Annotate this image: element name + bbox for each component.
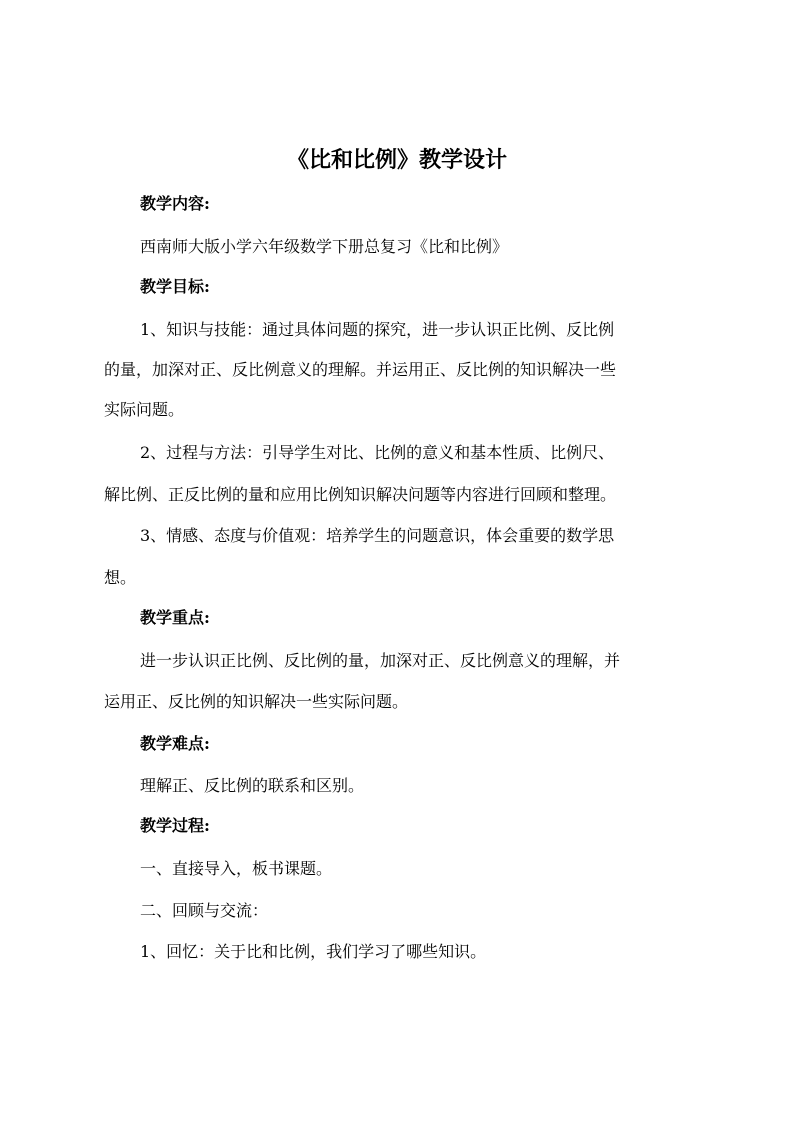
goal1-line2: 的量，加深对正、反比例意义的理解。并运用正、反比例的知识解决一些 [104, 360, 617, 379]
key-points-line2: 运用正、反比例的知识解决一些实际问题。 [104, 692, 409, 711]
goal3-line2: 想。 [104, 568, 137, 587]
goal2-line2: 解比例、正反比例的量和应用比例知识解决问题等内容进行回顾和整理。 [104, 485, 617, 504]
goal3-line1: 3、情感、态度与价值观：培养学生的问题意识，体会重要的数学思 [140, 526, 615, 545]
heading-key-points: 教学重点: [140, 608, 210, 627]
goal1-line1: 1、知识与技能：通过具体问题的探究，进一步认识正比例、反比例 [140, 320, 615, 339]
heading-teaching-process: 教学过程: [140, 816, 210, 835]
process-step1: 一、直接导入，板书课题。 [140, 859, 333, 878]
document-title: 《比和比例》教学设计 [286, 147, 507, 173]
goal2-line1: 2、过程与方法：引导学生对比、比例的意义和基本性质、比例尺、 [140, 443, 615, 462]
heading-teaching-goals: 教学目标: [140, 277, 210, 296]
difficult-points-text: 理解正、反比例的联系和区别。 [140, 776, 365, 795]
process-step2-item1: 1、回忆：关于比和比例，我们学习了哪些知识。 [140, 942, 487, 961]
goal1-line3: 实际问题。 [104, 400, 185, 419]
key-points-line1: 进一步认识正比例、反比例的量，加深对正、反比例意义的理解，并 [140, 651, 621, 670]
heading-teaching-content: 教学内容: [140, 194, 210, 213]
heading-difficult-points: 教学难点: [140, 734, 210, 753]
teaching-content-text: 西南师大版小学六年级数学下册总复习《比和比例》 [140, 237, 509, 256]
process-step2: 二、回顾与交流： [140, 901, 269, 920]
